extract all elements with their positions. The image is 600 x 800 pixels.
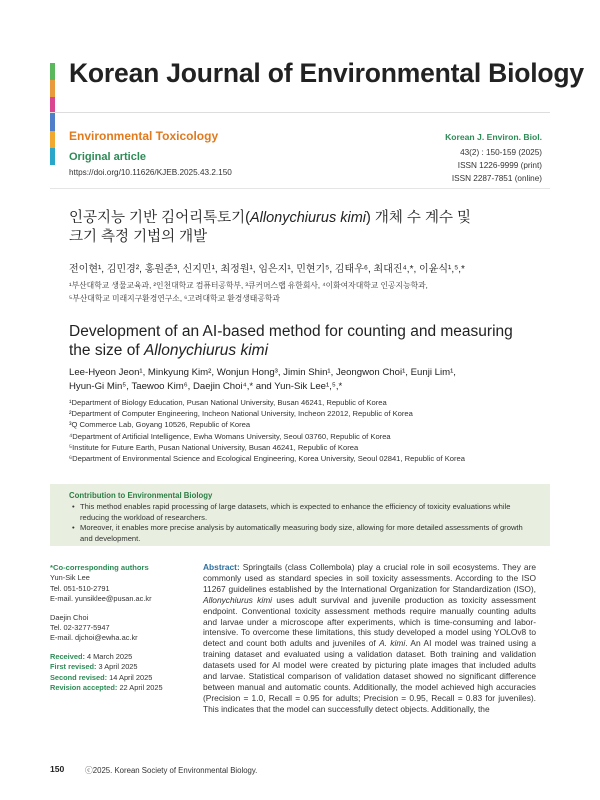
contribution-heading: Contribution to Environmental Biology [69, 491, 213, 500]
issn-print: ISSN 1226-9999 (print) [457, 161, 542, 170]
first-revised-label: First revised: [50, 662, 97, 672]
contribution-list [72, 502, 532, 544]
color-bar-segment [50, 63, 55, 80]
journal-abbreviation: Korean J. Environ. Biol. [445, 132, 542, 142]
english-authors [69, 366, 539, 393]
color-bar-segment [50, 114, 55, 131]
copyright-notice: ⓒ2025. Korean Society of Environmental Biology. [85, 766, 258, 775]
korean-title [69, 209, 529, 247]
english-title-line1: Development of an AI-based method for counting and measuring [69, 323, 513, 340]
first-revised-date [50, 662, 190, 672]
received-date [50, 652, 190, 662]
affiliation-item: ¹Department of Biology Education, Pusan National University, Busan 46241, Republic of Korea [69, 398, 387, 407]
english-affiliations [69, 397, 539, 464]
meta-divider [50, 188, 550, 189]
second-revised-date [50, 673, 190, 683]
accepted-value: 22 April 2025 [119, 683, 163, 693]
author-tel: Tel. 051-510-2791 [50, 583, 110, 593]
korean-title-line2: 크기 측정 기법의 개발 [69, 229, 208, 245]
affiliation-item: ⁵Institute for Future Earth, Pusan National University, Busan 46241, Republic of Korea [69, 442, 359, 452]
author-name: Daejin Choi [50, 612, 89, 622]
received-value: 4 March 2025 [86, 651, 133, 661]
journal-color-bar [50, 63, 55, 165]
english-authors-line: Hyun-Gi Min⁵, Taewoo Kim⁶, Daejin Choi⁴,* and Yun-Sik Lee¹,⁵,* [69, 380, 343, 392]
article-type: Original article [69, 151, 147, 163]
journal-title: Korean Journal of Environmental Biology [69, 58, 584, 88]
abstract-species: A. kimi [379, 638, 406, 649]
korean-affiliation-line: ¹부산대학교 생물교육과, ²인천대학교 컴퓨터공학부, ³큐커머스랩 유한회사, ⁴이화여자대학교 인공지능학과, [69, 281, 428, 290]
color-bar-segment [50, 131, 55, 148]
korean-authors: 전이현¹, 김민경², 홍원준³, 신지민¹, 최정원¹, 임은지¹, 민현기⁵, 김태우⁶, 최대진⁴,*, 이윤식¹,⁵,* [69, 264, 465, 275]
accepted-date [50, 683, 190, 693]
abstract-text: . An AI model was trained using a training dataset and evaluated using a validation dataset. Both training and validation datasets used for AI model were created by picturing plate images that included adults and larvae. Statistical comparison of validation dataset showed no significant difference between manual and automatic counts. Additionally, the model achieved high accuracies (Precision = 1.0, Recall = 0.95 for adults; Precision = 0.95, Recall = 0.83 for juveniles). This indicates that the model can successfully detect objects. Additionally, the [203, 638, 536, 714]
page-number: 150 [50, 764, 65, 774]
volume-pages: 43(2) : 150-159 (2025) [460, 148, 542, 157]
color-bar-segment [50, 80, 55, 97]
english-title-part: the size of [69, 342, 144, 359]
affiliation-item: ³Q Commerce Lab, Goyang 10526, Republic of Korea [69, 420, 251, 430]
correspondence-sidebar [50, 563, 190, 693]
author-email[interactable]: E-mail. yunsiklee@pusan.ac.kr [50, 594, 152, 604]
co-corresponding-label: *Co-corresponding authors [50, 563, 149, 572]
korean-title-part: ) 개체 수 계수 및 [366, 210, 471, 226]
doi-link[interactable]: https://doi.org/10.11626/KJEB.2025.43.2.150 [69, 168, 232, 177]
korean-affiliations [69, 280, 539, 305]
author-name: Yun-Sik Lee [50, 573, 90, 583]
affiliation-item: ²Department of Computer Engineering, Incheon National University, Incheon 22012, Republic of Korea [69, 409, 413, 419]
affiliation-item: ⁴Department of Artificial Intelligence, Ewha Womans University, Seoul 03760, Republic of Korea [69, 431, 391, 441]
abstract-text: uses adult survival and juvenile production as toxicity assessment endpoint. Conventional toxicity assessment methods require manually counting adults and larvae under a microscope after experiments, which is time-consuming and labor-intensive. To overcome these limitations, this study developed a model using YOLOv8 to detect and count both adults and juveniles of [203, 594, 536, 649]
color-bar-segment [50, 148, 55, 165]
received-label: Received: [50, 651, 85, 661]
citation-block [445, 131, 542, 185]
abstract [203, 562, 536, 715]
accepted-label: Revision accepted: [50, 683, 118, 693]
section-label: Environmental Toxicology [69, 129, 219, 143]
korean-affiliation-line: ⁵부산대학교 미래지구환경연구소, ⁶고려대학교 환경생태공학과 [69, 293, 280, 303]
contribution-item: • This method enables rapid processing of large datasets, which is expected to enhance the efficiency of toxicity evaluations while reducing the workload of researchers. [72, 502, 532, 523]
korean-title-species: Allonychiurus kimi [249, 210, 367, 226]
korean-title-part: 인공지능 기반 김어리톡토기( [69, 210, 250, 226]
affiliation-item: ⁶Department of Environmental Science and Ecological Engineering, Korea University, Seoul 02841, Republic of Korea [69, 454, 465, 464]
issn-online: ISSN 2287-7851 (online) [451, 174, 542, 183]
english-title [69, 322, 539, 360]
contribution-box [50, 484, 550, 546]
abstract-text: Springtails (class Collembola) play a crucial role in soil ecosystems. They are commonly used as standard species in soil toxicity assessments. According to the ISO 11267 guidelines established by the International Organization for Standardization (ISO), [203, 562, 537, 594]
second-revised-value: 14 April 2025 [109, 672, 153, 682]
second-revised-label: Second revised: [50, 672, 108, 682]
header-divider [50, 112, 550, 113]
english-title-species: Allonychiurus kimi [143, 342, 269, 359]
abstract-label: Abstract: [203, 562, 240, 572]
english-authors-line: Lee-Hyeon Jeon¹, Minkyung Kim², Wonjun Hong³, Jimin Shin¹, Jeongwon Choi¹, Eunji Lim¹, [69, 367, 456, 378]
author-email[interactable]: E-mail. djchoi@ewha.ac.kr [50, 633, 138, 643]
author-tel: Tel. 02-3277-5947 [50, 623, 110, 633]
abstract-species: Allonychiurus kimi [203, 594, 273, 605]
first-revised-value: 3 April 2025 [98, 662, 138, 672]
contribution-item: • Moreover, it enables more precise analysis by automatically measuring body size, allowing for more detailed assessments of growth and development. [72, 523, 532, 544]
